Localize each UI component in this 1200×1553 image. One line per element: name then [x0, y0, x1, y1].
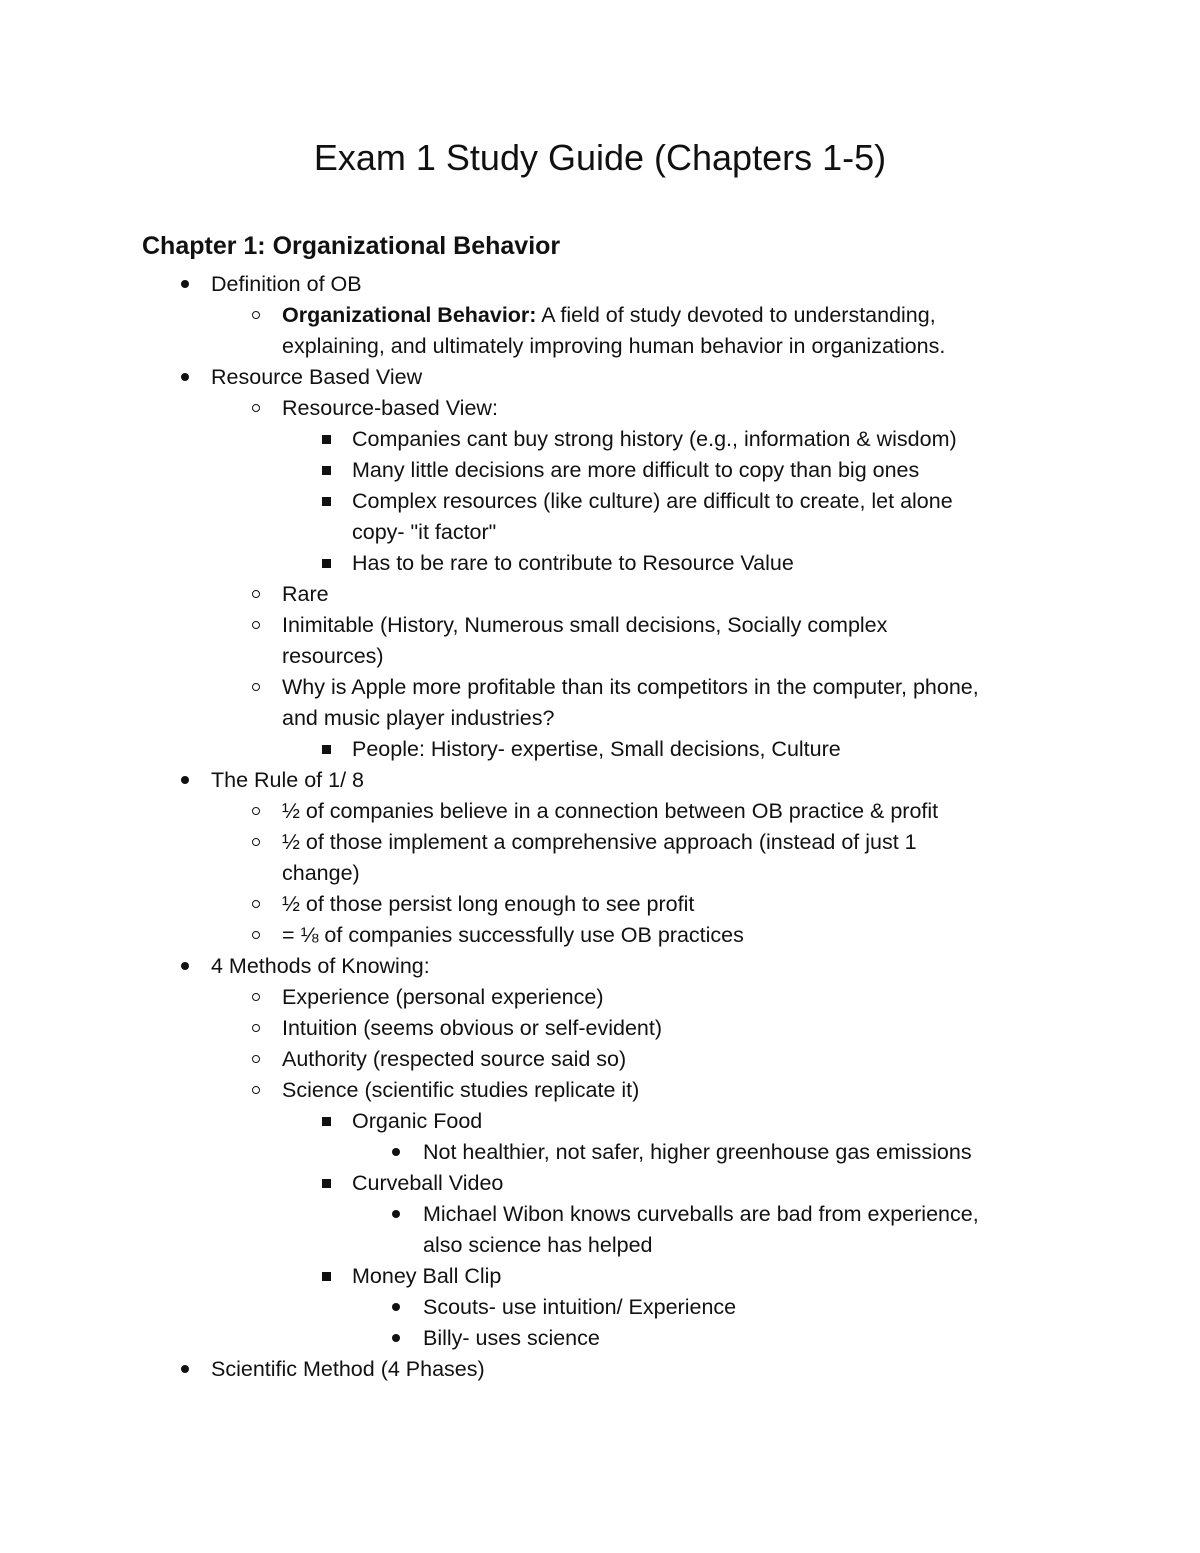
hollow-bullet-icon: [246, 889, 266, 920]
list-item: [0, 765, 1200, 796]
list-item-text: Michael Wibon knows curveballs are bad from experience,: [423, 1202, 979, 1226]
list-item-text: and music player industries?: [282, 706, 555, 730]
definition-body: A field of study devoted to understanding,: [536, 303, 936, 327]
chapter-heading: Chapter 1: Organizational Behavior: [142, 232, 561, 260]
list-item: [0, 424, 1200, 455]
list-item-text: Organic Food: [352, 1109, 483, 1133]
list-item-text: Curveball Video: [352, 1171, 504, 1195]
list-item-text: resources): [282, 644, 384, 668]
list-item: [0, 734, 1200, 765]
definition-text: [282, 300, 936, 331]
filled-bullet-icon: [386, 1137, 406, 1168]
hollow-bullet-icon: [246, 920, 266, 951]
list-item: [0, 1013, 1200, 1044]
list-item-continuation: [0, 517, 1200, 548]
list-item: [0, 672, 1200, 703]
filled-bullet-icon: [386, 1323, 406, 1354]
list-item-text: Inimitable (History, Numerous small decisions, Socially complex: [282, 613, 888, 637]
list-item-continuation: [0, 641, 1200, 672]
list-item: [0, 1354, 1200, 1385]
definition-term: Organizational Behavior:: [282, 303, 537, 327]
list-item-text: Experience (personal experience): [282, 985, 604, 1009]
hollow-bullet-icon: [246, 1013, 266, 1044]
square-bullet-icon: [316, 734, 336, 765]
list-item-text: ½ of companies believe in a connection between OB practice & profit: [282, 799, 939, 823]
list-item-continuation: [0, 1230, 1200, 1261]
list-item: [0, 1323, 1200, 1354]
hollow-bullet-icon: [246, 579, 266, 610]
list-item: [0, 827, 1200, 858]
square-bullet-icon: [316, 455, 336, 486]
list-item-text: ½ of those implement a comprehensive approach (instead of just 1: [282, 830, 917, 854]
list-item-text: change): [282, 861, 360, 885]
square-bullet-icon: [316, 1106, 336, 1137]
hollow-bullet-icon: [246, 300, 266, 331]
list-item-continuation: [0, 703, 1200, 734]
filled-bullet-icon: [175, 765, 195, 796]
list-item-text: People: History- expertise, Small decisions, Culture: [352, 737, 841, 761]
list-item: [0, 920, 1200, 951]
list-item: [0, 486, 1200, 517]
list-item: [0, 889, 1200, 920]
list-item-text: copy- "it factor": [352, 520, 497, 544]
list-item-text: ½ of those persist long enough to see profit: [282, 892, 695, 916]
list-item: [0, 548, 1200, 579]
filled-bullet-icon: [386, 1199, 406, 1230]
list-item: [0, 1075, 1200, 1106]
list-item: [0, 796, 1200, 827]
list-item: [0, 1292, 1200, 1323]
list-item-text: Complex resources (like culture) are difficult to create, let alone: [352, 489, 953, 513]
list-item-text: Has to be rare to contribute to Resource Value: [352, 551, 794, 575]
list-item: [0, 1199, 1200, 1230]
hollow-bullet-icon: [246, 827, 266, 858]
list-item-text: Resource-based View:: [282, 396, 498, 420]
list-item: [0, 1106, 1200, 1137]
hollow-bullet-icon: [246, 796, 266, 827]
list-item: [0, 579, 1200, 610]
filled-bullet-icon: [175, 951, 195, 982]
list-item: [0, 1261, 1200, 1292]
list-item: [0, 1137, 1200, 1168]
list-item-text: Scientific Method (4 Phases): [211, 1357, 485, 1381]
square-bullet-icon: [316, 1261, 336, 1292]
list-item: [0, 1168, 1200, 1199]
list-item: [0, 362, 1200, 393]
list-item-text: Rare: [282, 582, 329, 606]
list-item: [0, 393, 1200, 424]
list-item-text: Companies cant buy strong history (e.g., information & wisdom): [352, 427, 957, 451]
list-item-text: Scouts- use intuition/ Experience: [423, 1295, 737, 1319]
list-item-text: Definition of OB: [211, 272, 362, 296]
list-item-continuation: [0, 331, 1200, 362]
list-item-text: Billy- uses science: [423, 1326, 600, 1350]
list-item: [0, 269, 1200, 300]
square-bullet-icon: [316, 1168, 336, 1199]
list-item: [0, 455, 1200, 486]
list-item-text: Not healthier, not safer, higher greenhouse gas emissions: [423, 1140, 972, 1164]
list-item-text: explaining, and ultimately improving human behavior in organizations.: [282, 334, 946, 358]
hollow-bullet-icon: [246, 1044, 266, 1075]
list-item-text: Resource Based View: [211, 365, 423, 389]
list-item: [0, 982, 1200, 1013]
list-item-text: Intuition (seems obvious or self-evident): [282, 1016, 663, 1040]
filled-bullet-icon: [175, 362, 195, 393]
hollow-bullet-icon: [246, 982, 266, 1013]
filled-bullet-icon: [175, 269, 195, 300]
list-item-text: Science (scientific studies replicate it): [282, 1078, 640, 1102]
list-item-text: Many little decisions are more difficult to copy than big ones: [352, 458, 920, 482]
hollow-bullet-icon: [246, 610, 266, 641]
hollow-bullet-icon: [246, 1075, 266, 1106]
hollow-bullet-icon: [246, 393, 266, 424]
list-item-continuation: [0, 858, 1200, 889]
list-item-text: Authority (respected source said so): [282, 1047, 627, 1071]
filled-bullet-icon: [175, 1354, 195, 1385]
list-item: [0, 300, 1200, 331]
list-item-text: Money Ball Clip: [352, 1264, 502, 1288]
list-item-text: 4 Methods of Knowing:: [211, 954, 430, 978]
document-title: Exam 1 Study Guide (Chapters 1-5): [313, 137, 887, 178]
list-item-text: = ⅛ of companies successfully use OB practices: [282, 923, 744, 947]
square-bullet-icon: [316, 424, 336, 455]
list-item-text: The Rule of 1/ 8: [211, 768, 364, 792]
square-bullet-icon: [316, 548, 336, 579]
chapter-outline: [0, 269, 1200, 1385]
hollow-bullet-icon: [246, 672, 266, 703]
square-bullet-icon: [316, 486, 336, 517]
filled-bullet-icon: [386, 1292, 406, 1323]
list-item-text: also science has helped: [423, 1233, 653, 1257]
list-item: [0, 951, 1200, 982]
list-item: [0, 610, 1200, 641]
list-item-text: Why is Apple more profitable than its competitors in the computer, phone,: [282, 675, 979, 699]
list-item: [0, 1044, 1200, 1075]
